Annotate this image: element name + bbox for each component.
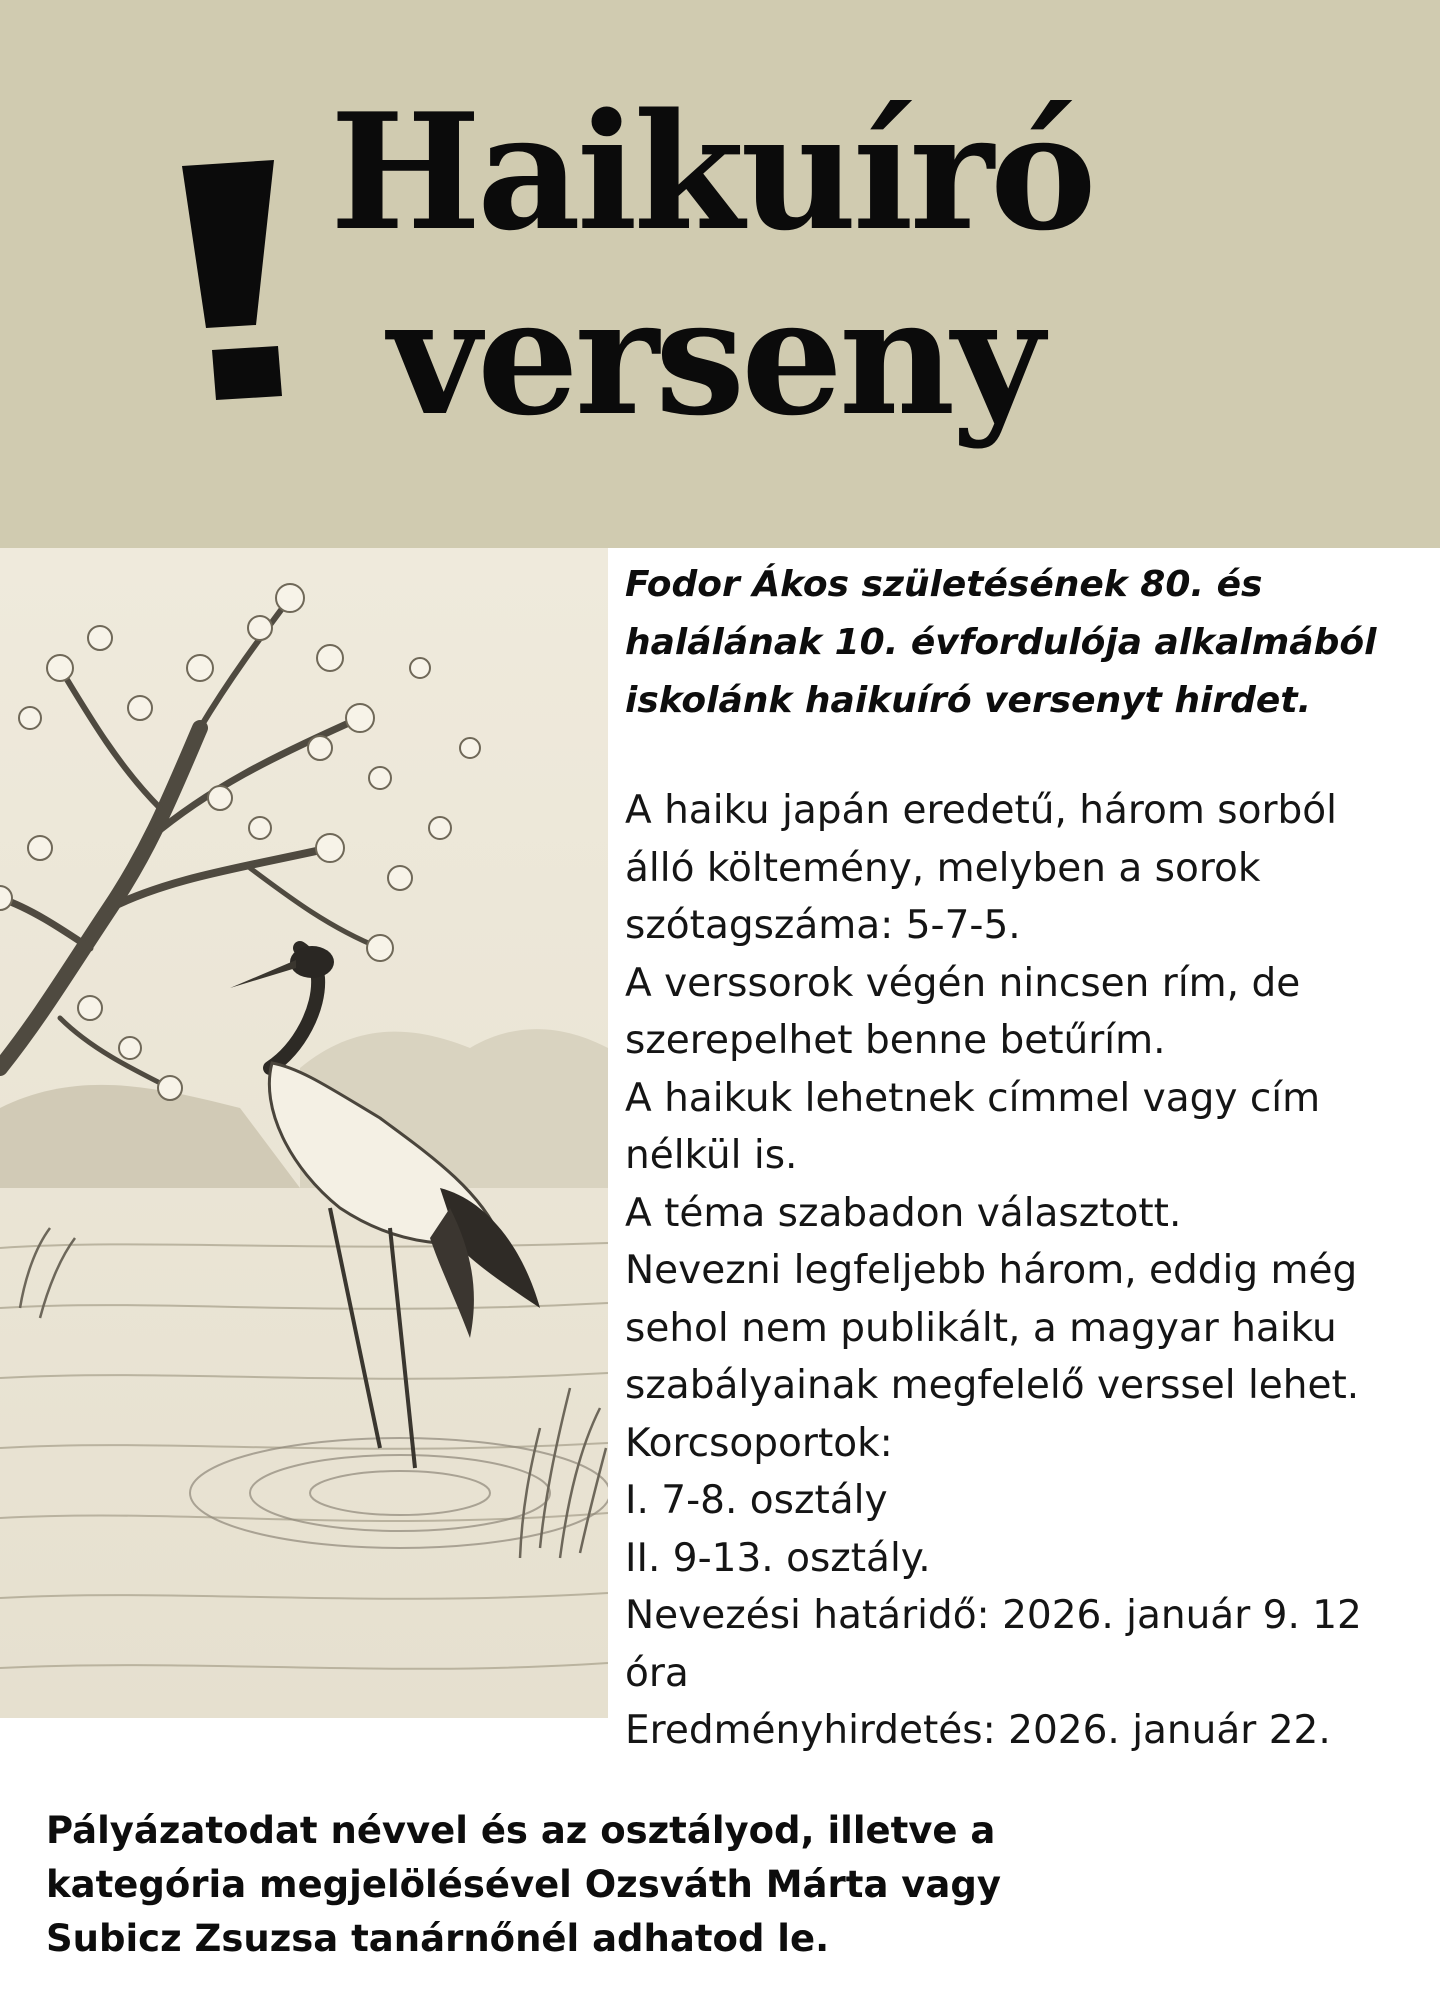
- rules-line: sehol nem publikált, a magyar haiku: [625, 1305, 1337, 1351]
- header-banner: [0, 0, 1440, 548]
- submission-note: [46, 1804, 1406, 1966]
- rules-line: Nevezési határidő: 2026. január 9. 12: [625, 1593, 1362, 1638]
- rules-line: A téma szabadon választott.: [625, 1190, 1182, 1236]
- crane-illustration: [0, 548, 608, 1718]
- rules-text: [625, 782, 1425, 1760]
- rules-line: szótagszáma: 5-7-5.: [625, 903, 1021, 948]
- rules-line: Korcsoportok:: [625, 1420, 893, 1466]
- rules-line: Eredményhirdetés: 2026. január 22.: [625, 1708, 1331, 1753]
- rules-line: nélkül is.: [625, 1133, 798, 1178]
- title-line-2: verseny: [388, 263, 1041, 451]
- rules-line: I. 7-8. osztály: [625, 1478, 888, 1523]
- rules-line: A haikuk lehetnek címmel vagy cím: [625, 1075, 1321, 1121]
- intro-line: iskolánk haikuíró versenyt hirdet.: [625, 680, 1312, 721]
- intro-text: [625, 556, 1425, 730]
- title-line-1: Haikuíró: [330, 78, 1093, 266]
- rules-line: A verssorok végén nincsen rím, de: [625, 960, 1301, 1006]
- rules-line: óra: [625, 1650, 689, 1696]
- footer-line: Subicz Zsuzsa tanárnőnél adhatod le.: [46, 1917, 830, 1960]
- intro-line: halálának 10. évfordulója alkalmából: [625, 622, 1377, 663]
- rules-line: álló költemény, melyben a sorok: [625, 845, 1261, 891]
- rules-line: II. 9-13. osztály.: [625, 1535, 931, 1581]
- exclamation-icon: [182, 160, 292, 405]
- intro-line: Fodor Ákos születésének 80. és: [625, 564, 1263, 605]
- footer-line: Pályázatodat névvel és az osztályod, illetve a: [46, 1809, 996, 1852]
- rules-line: A haiku japán eredetű, három sorból: [625, 788, 1337, 833]
- rules-line: szabályainak megfelelő verssel lehet.: [625, 1363, 1360, 1408]
- rules-line: Nevezni legfeljebb három, eddig még: [625, 1248, 1358, 1293]
- footer-line: kategória megjelölésével Ozsváth Márta vagy: [46, 1863, 1001, 1906]
- content-column: [625, 556, 1425, 1760]
- page-title: [330, 80, 1093, 450]
- rules-line: szerepelhet benne betűrím.: [625, 1018, 1166, 1063]
